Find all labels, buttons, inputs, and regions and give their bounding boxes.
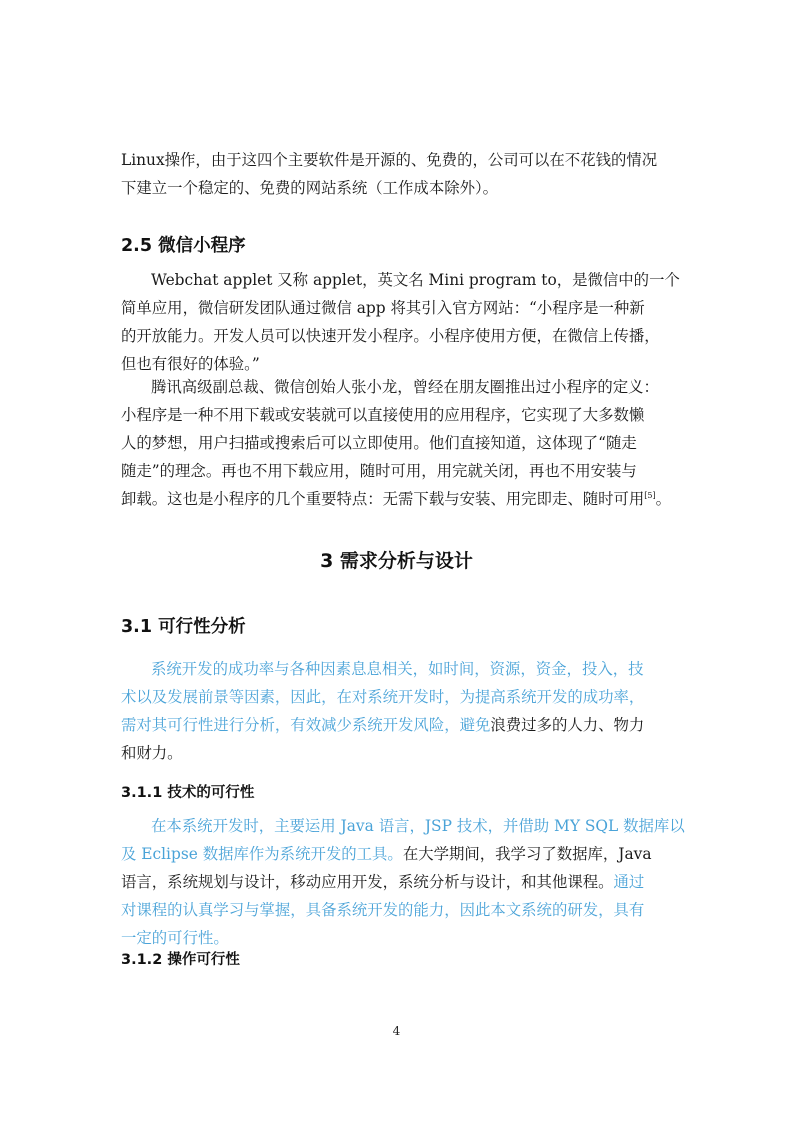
text-line: Linux操作，由于这四个主要软件是开源的、免费的，公司可以在不花钱的情况 [121, 151, 658, 169]
paragraph-feasibility [121, 655, 671, 767]
text-line: 但也有很好的体验。” [121, 355, 260, 373]
text-segment: 。 [655, 490, 672, 508]
text-line: 和财力。 [121, 744, 183, 762]
text-line: 一定的可行性。 [121, 929, 229, 947]
chapter-heading-3: 3 需求分析与设计 [320, 550, 473, 572]
text-line: 系统开发的成功率与各种因素息息相关，如时间，资源，资金，投入，技 [151, 660, 644, 678]
text-line: 在本系统开发时，主要运用 Java 语言，JSP 技术，并借助 MY SQL 数据库以 [151, 817, 685, 835]
section-heading-3-1: 3.1 可行性分析 [121, 617, 246, 637]
text-segment: 通过 [613, 873, 645, 891]
paragraph-tencent [121, 373, 671, 513]
text-segment: 卸载。这也是小程序的几个重要特点：无需下载与安装、用完即走、随时可用 [121, 490, 645, 508]
text-line: 小程序是一种不用下载或安装就可以直接使用的应用程序，它实现了大多数懒 [121, 406, 645, 424]
subsection-heading-3-1-1: 3.1.1 技术的可行性 [121, 785, 255, 801]
text-segment: 浪费过多的人力、物力 [490, 716, 645, 734]
text-line [121, 485, 671, 513]
section-heading-2-5: 2.5 微信小程序 [121, 236, 246, 256]
paragraph-wechat [121, 266, 680, 378]
text-line: 随走”的理念。再也不用下载应用，随时可用，用完就关闭，再也不用安装与 [121, 462, 637, 480]
citation-marker: [5] [644, 490, 656, 500]
text-line: 人的梦想，用户扫描或搜索后可以立即使用。他们直接知道，这体现了“随走 [121, 434, 637, 452]
text-line: 的开放能力。开发人员可以快速开发小程序。小程序使用方便，在微信上传播， [121, 327, 660, 345]
text-line: 对课程的认真学习与掌握，具备系统开发的能力，因此本文系统的研发，具有 [121, 901, 645, 919]
text-line [121, 840, 671, 868]
text-line: Webchat applet 又称 applet，英文名 Mini program to，是微信中的一个 [151, 271, 680, 289]
text-segment: 语言，系统规划与设计，移动应用开发，系统分析与设计，和其他课程。 [121, 873, 614, 891]
paragraph-technical [121, 812, 685, 952]
text-line: 简单应用，微信研发团队通过微信 app 将其引入官方网站：“小程序是一种新 [121, 299, 645, 317]
text-segment: 在大学期间，我学习了数据库，Java [402, 845, 652, 863]
text-line [121, 868, 671, 896]
subsection-heading-3-1-2: 3.1.2 操作可行性 [121, 952, 240, 968]
text-segment: 需对其可行性进行分析，有效减少系统开发风险，避免 [121, 716, 491, 734]
text-segment: 及 Eclipse 数据库作为系统开发的工具。 [121, 845, 403, 863]
text-line: 下建立一个稳定的、免费的网站系统（工作成本除外）。 [121, 179, 499, 197]
paragraph-intro [121, 146, 671, 202]
text-line: 腾讯高级副总裁、微信创始人张小龙，曾经在朋友圈推出过小程序的定义： [151, 378, 659, 396]
page-number: 4 [392, 1024, 401, 1038]
text-line [121, 711, 671, 739]
text-line: 术以及发展前景等因素，因此，在对系统开发时，为提高系统开发的成功率， [121, 688, 645, 706]
